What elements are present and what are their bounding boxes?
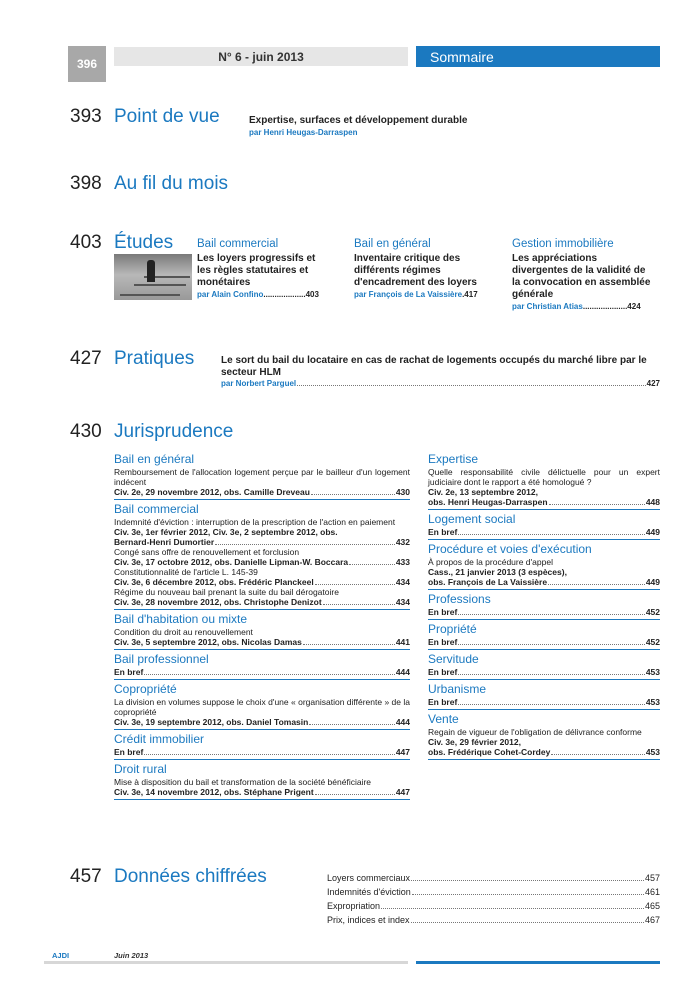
jurisprudence-entry-ref — [428, 747, 660, 757]
jurisprudence-left-column — [114, 450, 410, 800]
jurisprudence-entry-desc[interactable]: Régime du nouveau bail prenant la suite du bail dérogatoire — [114, 587, 339, 597]
etude-page: 424 — [627, 302, 641, 311]
leader-dots — [297, 379, 646, 386]
jurisprudence-category[interactable]: Propriété — [428, 622, 477, 636]
category-rule — [114, 609, 410, 610]
jurisprudence-ref-text: Civ. 2e, 13 septembre 2012, — [428, 487, 538, 497]
jurisprudence-entry-ref — [114, 637, 410, 647]
jurisprudence-ref-text: En bref — [114, 747, 144, 757]
jurisprudence-entry-ref — [114, 747, 410, 757]
etude-page: 417 — [464, 290, 478, 299]
category-rule — [114, 649, 410, 650]
issue-label: N° 6 - juin 2013 — [218, 49, 304, 64]
donnees-title[interactable]: Données chiffrées — [114, 866, 267, 887]
jurisprudence-ref-text: Bernard-Henri Dumortier — [114, 537, 215, 547]
jurisprudence-entry-ref — [114, 667, 410, 677]
leader-dots — [458, 527, 645, 535]
jurisprudence-page: 432 — [395, 537, 410, 547]
jurisprudence-entry-desc[interactable]: Mise à disposition du bail et transformation de la société bénéficiaire — [114, 777, 372, 787]
category-rule — [114, 679, 410, 680]
jurisprudence-page: 433 — [395, 557, 410, 567]
etude-title[interactable]: Inventaire critique des différents régimes d'encadrement des loyers — [354, 253, 477, 288]
jurisprudence-category[interactable]: Droit rural — [114, 762, 167, 776]
footer-journal: AJDI — [52, 951, 70, 960]
leader-dots — [303, 637, 395, 645]
donnees-row-label: Indemnités d'éviction — [327, 887, 411, 897]
etude-col-2 — [354, 238, 502, 299]
jurisprudence-entry-ref — [428, 697, 660, 707]
pratiques-article[interactable]: Le sort du bail du locataire en cas de rachat de logements occupés du marché libre par le secteur HLM — [221, 355, 647, 378]
jurisprudence-category[interactable]: Professions — [428, 592, 491, 606]
point-de-vue-article[interactable]: Expertise, surfaces et développement durable — [249, 115, 468, 126]
jurisprudence-number: 430 — [70, 421, 102, 442]
etude-category: Bail en général — [354, 238, 431, 250]
jurisprudence-ref-text: obs. Frédérique Cohet-Cordey — [428, 747, 551, 757]
jurisprudence-page: 452 — [645, 637, 660, 647]
jurisprudence-entry-ref — [114, 557, 410, 567]
etude-category: Bail commercial — [197, 238, 279, 250]
jurisprudence-ref-text: Civ. 3e, 6 décembre 2012, obs. Frédéric Planckeel — [114, 577, 314, 587]
leader-dots — [549, 497, 645, 505]
jurisprudence-category[interactable]: Procédure et voies d'exécution — [428, 542, 592, 556]
leader-dots — [458, 637, 645, 645]
etude-author: par François de La Vaissière — [354, 290, 463, 299]
jurisprudence-entry-ref — [114, 537, 410, 547]
jurisprudence-page: 448 — [645, 497, 660, 507]
etude-leader: . — [462, 290, 465, 299]
donnees-row-label: Expropriation — [327, 901, 381, 911]
jurisprudence-page: 441 — [395, 637, 410, 647]
category-rule — [428, 759, 660, 760]
jurisprudence-page: 453 — [645, 697, 660, 707]
jurisprudence-category[interactable]: Copropriété — [114, 682, 177, 696]
jurisprudence-entry-desc[interactable]: Remboursement de l'allocation logement perçue par le bailleur d'un logement indécent — [114, 467, 410, 487]
category-rule — [428, 649, 660, 650]
pratiques-title[interactable]: Pratiques — [114, 348, 195, 369]
etude-leader: ................... — [263, 290, 306, 299]
jurisprudence-category[interactable]: Bail professionnel — [114, 652, 209, 666]
category-rule — [428, 679, 660, 680]
jurisprudence-ref-text: En bref — [428, 667, 458, 677]
jurisprudence-category[interactable]: Bail commercial — [114, 502, 199, 516]
etude-author-line — [512, 302, 660, 311]
etudes-number: 403 — [70, 232, 102, 253]
footer — [0, 951, 700, 971]
category-rule — [114, 759, 410, 760]
leader-dots — [144, 747, 395, 755]
jurisprudence-ref-text: En bref — [114, 667, 144, 677]
point-de-vue-number: 393 — [70, 106, 102, 127]
jurisprudence-entry-desc[interactable]: Condition du droit au renouvellement — [114, 627, 253, 637]
donnees-row[interactable] — [327, 872, 660, 884]
etudes-photo — [114, 254, 192, 300]
jurisprudence-ref-text: obs. François de La Vaissière — [428, 577, 548, 587]
footer-rule-grey — [44, 961, 408, 964]
issue-bar — [114, 47, 408, 66]
jurisprudence-title[interactable]: Jurisprudence — [114, 421, 234, 442]
category-rule — [114, 499, 410, 500]
jurisprudence-entry-ref — [428, 567, 660, 577]
jurisprudence-ref-text: Civ. 3e, 5 septembre 2012, obs. Nicolas Damas — [114, 637, 302, 647]
section-title: Sommaire — [430, 48, 494, 65]
jurisprudence-ref-text: Cass., 21 janvier 2013 (3 espèces), — [428, 567, 567, 577]
footer-rule-blue — [416, 961, 660, 964]
jurisprudence-entry-desc[interactable]: Quelle responsabilité civile délictuelle pour un expert judiciaire dont le rapport a été homologué ? — [428, 467, 660, 487]
jurisprudence-entry-ref — [428, 487, 660, 497]
donnees-number: 457 — [70, 866, 102, 887]
jurisprudence-category[interactable]: Bail d'habitation ou mixte — [114, 612, 248, 626]
jurisprudence-ref-text: Civ. 3e, 28 novembre 2012, obs. Christophe Denizot — [114, 597, 322, 607]
jurisprudence-entry-desc[interactable]: Constitutionnalité de l'article L. 145-39 — [114, 567, 258, 577]
jurisprudence-ref-text: En bref — [428, 607, 458, 617]
leader-dots — [309, 717, 394, 725]
donnees-row[interactable] — [327, 914, 660, 926]
jurisprudence-category[interactable]: Vente — [428, 712, 459, 726]
jurisprudence-page: 444 — [395, 717, 410, 727]
donnees-row-page: 457 — [644, 873, 660, 883]
leader-dots — [215, 537, 395, 545]
jurisprudence-ref-text: En bref — [428, 697, 458, 707]
jurisprudence-right-column — [428, 450, 660, 760]
jurisprudence-page: 434 — [395, 577, 410, 587]
jurisprudence-category[interactable]: Crédit immobilier — [114, 732, 205, 746]
jurisprudence-ref-text: En bref — [428, 527, 458, 537]
category-rule — [428, 589, 660, 590]
jurisprudence-page: 434 — [395, 597, 410, 607]
point-de-vue-author: par Henri Heugas-Darraspen — [249, 128, 358, 137]
donnees-row-page: 461 — [644, 887, 660, 897]
jurisprudence-entry-ref — [428, 497, 660, 507]
leader-dots — [311, 487, 395, 495]
category-rule — [428, 709, 660, 710]
etude-col-1 — [197, 238, 345, 299]
donnees-row-label: Prix, indices et index — [327, 915, 410, 925]
jurisprudence-entry-desc[interactable]: Congé sans offre de renouvellement et forclusion — [114, 547, 300, 557]
etude-author-line — [354, 290, 502, 299]
leader-dots — [458, 607, 645, 615]
jurisprudence-ref-text: En bref — [428, 637, 458, 647]
jurisprudence-entry-ref — [114, 577, 410, 587]
category-rule — [114, 729, 410, 730]
pratiques-page: 427 — [646, 379, 660, 388]
leader-dots — [144, 667, 395, 675]
leader-dots — [551, 747, 644, 755]
etude-title[interactable]: Les loyers progressifs et les règles statutaires et monétaires — [197, 253, 316, 288]
jurisprudence-entry-ref — [428, 577, 660, 587]
section-bar — [416, 46, 660, 67]
jurisprudence-page: 449 — [645, 577, 660, 587]
donnees-row-label: Loyers commerciaux — [327, 873, 411, 883]
donnees-row-page: 467 — [644, 915, 660, 925]
jurisprudence-ref-text: Civ. 3e, 14 novembre 2012, obs. Stéphane Prigent — [114, 787, 314, 797]
etude-page: 403 — [305, 290, 319, 299]
leader-dots — [548, 577, 645, 585]
leader-dots — [315, 577, 395, 585]
jurisprudence-category[interactable]: Expertise — [428, 452, 479, 466]
category-rule — [114, 799, 410, 800]
page-number-box — [68, 46, 106, 82]
jurisprudence-entry-ref — [114, 527, 410, 537]
leader-dots — [349, 557, 395, 565]
page-number: 396 — [76, 57, 98, 71]
jurisprudence-page: 452 — [645, 607, 660, 617]
category-rule — [428, 509, 660, 510]
jurisprudence-category[interactable]: Bail en général — [114, 452, 195, 466]
jurisprudence-page: 447 — [395, 787, 410, 797]
etude-category: Gestion immobilière — [512, 238, 614, 250]
etude-author: par Alain Confino — [197, 290, 264, 299]
pratiques-author: par Norbert Parguel — [221, 379, 297, 388]
jurisprudence-page: 447 — [395, 747, 410, 757]
etude-title[interactable]: Les appréciations divergentes de la validité de la convocation en assemblée générale — [512, 253, 651, 300]
etude-leader: .................... — [582, 302, 628, 311]
jurisprudence-entry-ref — [114, 787, 410, 797]
jurisprudence-ref-text: Civ. 3e, 1er février 2012, Civ. 3e, 2 septembre 2012, obs. — [114, 527, 338, 537]
footer-month: Juin 2013 — [114, 951, 149, 960]
jurisprudence-category[interactable]: Logement social — [428, 512, 516, 526]
etude-author: par Christian Atias — [512, 302, 583, 311]
donnees-row[interactable] — [327, 886, 660, 898]
jurisprudence-page: 453 — [645, 747, 660, 757]
jurisprudence-entry-ref — [114, 597, 410, 607]
jurisprudence-entry-ref — [114, 487, 410, 497]
fil-du-mois-title[interactable]: Au fil du mois — [114, 173, 229, 194]
jurisprudence-page: 449 — [645, 527, 660, 537]
jurisprudence-entry-ref — [428, 667, 660, 677]
pratiques-author-line — [221, 379, 660, 388]
category-rule — [428, 619, 660, 620]
jurisprudence-entry-desc[interactable]: Regain de vigueur de l'obligation de délivrance conforme — [428, 727, 642, 737]
etudes-title[interactable]: Études — [114, 232, 174, 253]
jurisprudence-ref-text: obs. Henri Heugas-Darraspen — [428, 497, 548, 507]
jurisprudence-entry-ref — [428, 527, 660, 537]
etude-col-3 — [512, 238, 660, 311]
jurisprudence-category[interactable]: Urbanisme — [428, 682, 487, 696]
category-rule — [428, 539, 660, 540]
jurisprudence-entry-desc[interactable]: À propos de la procédure d'appel — [428, 557, 553, 567]
jurisprudence-ref-text: Civ. 3e, 29 février 2012, — [428, 737, 521, 747]
pratiques-number: 427 — [70, 348, 102, 369]
jurisprudence-entry-ref — [428, 737, 660, 747]
jurisprudence-ref-text: Civ. 3e, 19 septembre 2012, obs. Daniel Tomasin — [114, 717, 309, 727]
jurisprudence-entry-ref — [114, 717, 410, 727]
donnees-row[interactable] — [327, 900, 660, 912]
jurisprudence-category[interactable]: Servitude — [428, 652, 479, 666]
jurisprudence-entry-desc[interactable]: Indemnité d'éviction : interruption de la prescription de l'action en paiement — [114, 517, 396, 527]
jurisprudence-ref-text: Civ. 3e, 17 octobre 2012, obs. Danielle Lipman-W. Boccara — [114, 557, 349, 567]
jurisprudence-entry-ref — [428, 637, 660, 647]
jurisprudence-ref-text: Civ. 2e, 29 novembre 2012, obs. Camille Dreveau — [114, 487, 310, 497]
etude-author-line — [197, 290, 345, 299]
jurisprudence-page: 430 — [395, 487, 410, 497]
jurisprudence-page: 444 — [395, 667, 410, 677]
jurisprudence-page: 453 — [645, 667, 660, 677]
point-de-vue-title[interactable]: Point de vue — [114, 106, 220, 127]
leader-dots — [323, 597, 395, 605]
fil-du-mois-number: 398 — [70, 173, 102, 194]
leader-dots — [315, 787, 395, 795]
leader-dots — [458, 697, 645, 705]
donnees-row-page: 465 — [644, 901, 660, 911]
jurisprudence-entry-ref — [428, 607, 660, 617]
jurisprudence-entry-desc[interactable]: La division en volumes suppose le choix d'une « organisation différente » de la copropriété — [114, 697, 410, 717]
leader-dots — [458, 667, 645, 675]
